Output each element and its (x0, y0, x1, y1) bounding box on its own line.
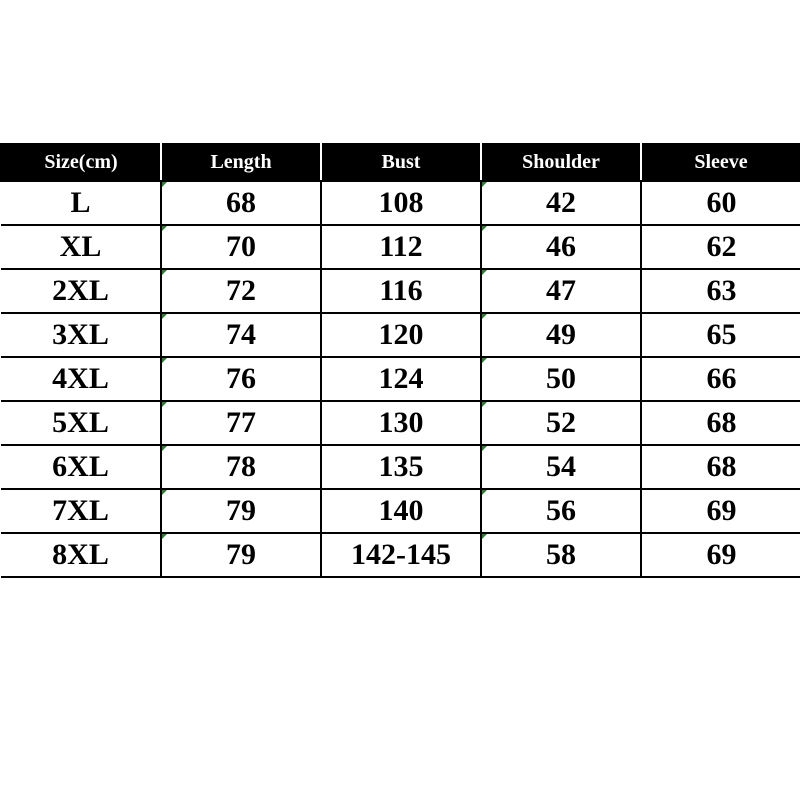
table-row (1, 181, 800, 225)
cell-size: 8XL (1, 533, 161, 577)
cell-shoulder (481, 401, 641, 445)
corner-mark (162, 226, 167, 231)
cell-sleeve: 69 (641, 533, 800, 577)
corner-mark (482, 182, 487, 187)
cell-value: 50 (546, 362, 576, 395)
cell-value: 78 (226, 450, 256, 483)
table-row (1, 313, 800, 357)
cell-sleeve: 63 (641, 269, 800, 313)
cell-bust: 140 (321, 489, 481, 533)
table-row (1, 489, 800, 533)
cell-shoulder (481, 269, 641, 313)
cell-bust: 120 (321, 313, 481, 357)
cell-length (161, 269, 321, 313)
cell-sleeve: 65 (641, 313, 800, 357)
corner-mark (162, 446, 167, 451)
cell-bust: 135 (321, 445, 481, 489)
corner-mark (482, 314, 487, 319)
cell-bust: 108 (321, 181, 481, 225)
cell-sleeve: 69 (641, 489, 800, 533)
cell-value: 68 (226, 186, 256, 219)
corner-mark (162, 358, 167, 363)
cell-size: 5XL (1, 401, 161, 445)
corner-mark (162, 490, 167, 495)
cell-value: 49 (546, 318, 576, 351)
cell-value: 56 (546, 494, 576, 527)
cell-value: 79 (226, 538, 256, 571)
cell-shoulder (481, 181, 641, 225)
header-shoulder: Shoulder (481, 144, 641, 181)
cell-length (161, 401, 321, 445)
cell-size: 6XL (1, 445, 161, 489)
size-chart-table (0, 143, 800, 578)
cell-length (161, 445, 321, 489)
cell-size: 7XL (1, 489, 161, 533)
cell-size: L (1, 181, 161, 225)
cell-value: 79 (226, 494, 256, 527)
corner-mark (162, 534, 167, 539)
cell-shoulder (481, 313, 641, 357)
table-row (1, 225, 800, 269)
table-row (1, 533, 800, 577)
corner-mark (482, 226, 487, 231)
cell-bust: 124 (321, 357, 481, 401)
header-row (1, 144, 800, 181)
header-sleeve: Sleeve (641, 144, 800, 181)
header-size: Size(cm) (1, 144, 161, 181)
corner-mark (482, 490, 487, 495)
corner-mark (162, 182, 167, 187)
cell-value: 77 (226, 406, 256, 439)
table-row (1, 269, 800, 313)
cell-value: 72 (226, 274, 256, 307)
corner-mark (482, 358, 487, 363)
cell-sleeve: 66 (641, 357, 800, 401)
cell-sleeve: 68 (641, 445, 800, 489)
corner-mark (482, 270, 487, 275)
cell-value: 52 (546, 406, 576, 439)
cell-length (161, 357, 321, 401)
cell-size: 2XL (1, 269, 161, 313)
cell-bust: 112 (321, 225, 481, 269)
header-bust: Bust (321, 144, 481, 181)
cell-shoulder (481, 225, 641, 269)
table-row (1, 401, 800, 445)
cell-shoulder (481, 533, 641, 577)
table-body (1, 181, 800, 577)
cell-shoulder (481, 357, 641, 401)
cell-sleeve: 62 (641, 225, 800, 269)
cell-size: 3XL (1, 313, 161, 357)
cell-value: 70 (226, 230, 256, 263)
cell-bust: 130 (321, 401, 481, 445)
cell-bust: 116 (321, 269, 481, 313)
cell-value: 54 (546, 450, 576, 483)
cell-length (161, 225, 321, 269)
cell-size: XL (1, 225, 161, 269)
corner-mark (162, 402, 167, 407)
cell-size: 4XL (1, 357, 161, 401)
cell-sleeve: 60 (641, 181, 800, 225)
cell-value: 42 (546, 186, 576, 219)
cell-length (161, 533, 321, 577)
cell-length (161, 313, 321, 357)
cell-length (161, 181, 321, 225)
cell-value: 76 (226, 362, 256, 395)
table-header (1, 144, 800, 181)
corner-mark (162, 270, 167, 275)
corner-mark (482, 446, 487, 451)
cell-value: 74 (226, 318, 256, 351)
cell-bust: 142-145 (321, 533, 481, 577)
corner-mark (482, 534, 487, 539)
header-length: Length (161, 144, 321, 181)
cell-value: 47 (546, 274, 576, 307)
cell-shoulder (481, 445, 641, 489)
cell-shoulder (481, 489, 641, 533)
table-row (1, 357, 800, 401)
cell-length (161, 489, 321, 533)
corner-mark (482, 402, 487, 407)
cell-value: 46 (546, 230, 576, 263)
cell-value: 58 (546, 538, 576, 571)
cell-sleeve: 68 (641, 401, 800, 445)
corner-mark (162, 314, 167, 319)
table-row (1, 445, 800, 489)
